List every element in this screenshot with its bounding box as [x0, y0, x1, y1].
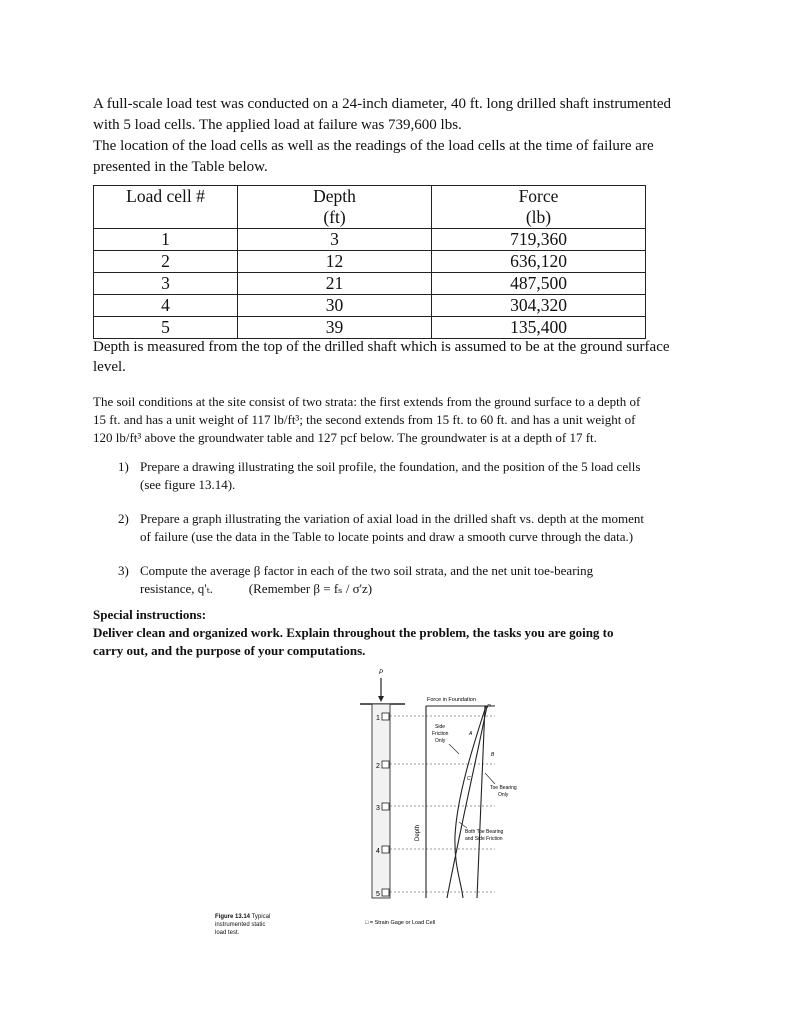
figure-p-top: P [379, 670, 384, 676]
soil-conditions-paragraph [93, 393, 698, 447]
intro-line: A full-scale load test was conducted on a 24-inch diameter, 40 ft. long drilled shaft instrumented [93, 96, 671, 112]
task-line: (see figure 13.14). [140, 477, 236, 492]
table-header-row [94, 186, 646, 229]
curve-c-label: C [467, 776, 471, 782]
special-title: Special instructions: [93, 607, 207, 622]
task-number: 1) [118, 459, 129, 474]
cell-depth: 30 [238, 295, 432, 317]
load-cell-icon [382, 761, 389, 768]
cell-label: 4 [376, 848, 380, 855]
special-line: carry out, and the purpose of your computations. [93, 643, 366, 658]
cell-number: 5 [94, 317, 238, 339]
cell-depth: 12 [238, 251, 432, 273]
side-friction-label: Side [435, 724, 446, 730]
cell-force: 304,320 [432, 295, 646, 317]
caption-number: Figure 13.14 [215, 914, 251, 920]
task-line: of failure (use the data in the Table to locate points and draw a smooth curve through the data.) [140, 529, 634, 544]
load-cell-icon [382, 713, 389, 720]
task-number: 2) [118, 511, 129, 526]
caption-text: load test. [215, 930, 240, 936]
load-cell-icon [382, 889, 389, 896]
task-line: Compute the average β factor in each of the two soil strata, and the net unit toe-bearing [140, 563, 594, 578]
intro-line: with 5 load cells. The applied load at failure was 739,600 lbs. [93, 117, 462, 133]
header-depth-line1: Depth [313, 186, 356, 206]
load-cell-icon [382, 803, 389, 810]
cell-label: 3 [376, 805, 380, 812]
toe-bearing-label: Only [498, 792, 509, 798]
force-axis-label: Force in Foundation [427, 697, 476, 703]
depth-axis-label: Depth [415, 824, 421, 841]
callout-line [485, 773, 495, 784]
special-line: Deliver clean and organized work. Explain throughout the problem, the tasks you are going to [93, 625, 614, 640]
cell-label: 2 [376, 763, 380, 770]
intro-line: The location of the load cells as well as the readings of the load cells at the time of failure are [93, 138, 654, 154]
problem-intro [93, 94, 703, 178]
table-row [94, 251, 646, 273]
cell-force: 719,360 [432, 229, 646, 251]
cell-number: 4 [94, 295, 238, 317]
force-axis-p: P [487, 704, 491, 710]
soil-line: The soil conditions at the site consist of two strata: the first extends from the ground surface to a depth of [93, 394, 641, 409]
side-friction-label: Only [435, 738, 446, 744]
intro-paragraph-2 [93, 136, 703, 178]
special-instructions [93, 606, 703, 660]
cell-force: 487,500 [432, 273, 646, 295]
task-line: Prepare a graph illustrating the variation of axial load in the drilled shaft vs. depth at the moment [140, 511, 644, 526]
curve-b-label: B [491, 752, 495, 758]
table-row [94, 229, 646, 251]
list-item [118, 510, 708, 546]
task-line: resistance, q'ₜ. (Remember β = fₛ / σ'z) [140, 581, 373, 596]
cell-depth: 3 [238, 229, 432, 251]
load-cell-icon [382, 846, 389, 853]
table-row [94, 295, 646, 317]
intro-line: presented in the Table below. [93, 159, 268, 175]
task-list [118, 458, 708, 614]
cell-label: 1 [376, 715, 380, 722]
both-label: Both Toe Bearing [465, 829, 504, 835]
table-row [94, 317, 646, 339]
note-line: level. [93, 359, 126, 375]
header-depth [238, 186, 432, 229]
cell-force: 135,400 [432, 317, 646, 339]
arrow-head-icon [378, 696, 384, 702]
side-friction-label: Friction [432, 731, 449, 737]
table-row [94, 273, 646, 295]
list-item [118, 562, 708, 598]
cell-number: 1 [94, 229, 238, 251]
cell-depth: 39 [238, 317, 432, 339]
caption-text: Typical instrumented static [215, 914, 271, 928]
both-label: and Side Friction [465, 836, 503, 842]
curve-a-label: A [469, 731, 473, 737]
callout-line [459, 822, 467, 828]
cell-force: 636,120 [432, 251, 646, 273]
load-cell-table [93, 185, 646, 339]
toe-bearing-label: Toe Bearing [490, 785, 517, 791]
figure-caption [215, 913, 295, 937]
soil-line: 15 ft. and has a unit weight of 117 lb/ft³; the second extends from 15 ft. to 60 ft. and has a unit weight of [93, 412, 636, 427]
header-depth-line2: (ft) [323, 207, 346, 227]
header-force [432, 186, 646, 229]
header-load-cell: Load cell # [94, 186, 238, 229]
drilled-shaft [372, 704, 390, 898]
cell-number: 2 [94, 251, 238, 273]
callout-line [449, 744, 459, 754]
figure-legend: □ = Strain Gage or Load Cell [365, 920, 436, 926]
soil-line: 120 lb/ft³ above the groundwater table and 127 pcf below. The groundwater is at a depth of 17 ft. [93, 430, 597, 445]
task-number: 3) [118, 563, 129, 578]
task-line: Prepare a drawing illustrating the soil profile, the foundation, and the position of the 5 load cells [140, 459, 641, 474]
header-force-line2: (lb) [525, 207, 552, 227]
depth-note [93, 337, 713, 377]
load-test-figure [205, 666, 545, 936]
cell-label: 5 [376, 891, 380, 898]
cell-number: 3 [94, 273, 238, 295]
header-force-line1: Force [518, 186, 559, 206]
cell-depth: 21 [238, 273, 432, 295]
intro-paragraph-1 [93, 94, 703, 136]
note-line: Depth is measured from the top of the drilled shaft which is assumed to be at the ground surface [93, 339, 670, 355]
list-item [118, 458, 708, 494]
